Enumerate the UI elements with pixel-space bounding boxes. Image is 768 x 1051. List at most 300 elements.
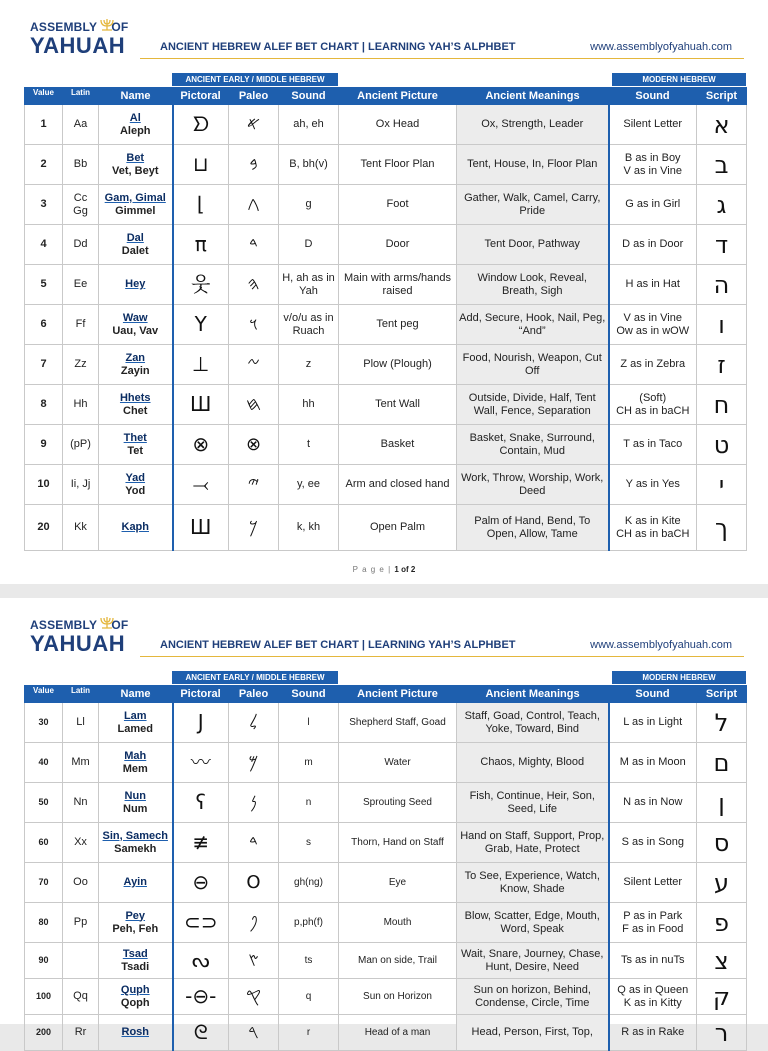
latin-letter: Dd (63, 225, 99, 265)
ancient-picture: Tent peg (339, 305, 457, 345)
modern-script-glyph: ג (716, 190, 727, 219)
pictoral-glyph: ᘓ (193, 1020, 208, 1044)
letter-name (99, 425, 173, 465)
letter-name-primary[interactable]: Gam, Gimal (104, 191, 166, 204)
letter-name-primary[interactable]: Nun (124, 789, 146, 802)
pictoral-glyph-cell (173, 465, 229, 505)
letter-value: 30 (25, 703, 63, 743)
paleo-glyph: 𐤐 (249, 911, 258, 933)
modern-sound (609, 703, 697, 743)
modern-sound (609, 145, 697, 185)
modern-sound-primary: R as in Rake (621, 1026, 685, 1038)
paleo-glyph-cell (229, 943, 279, 979)
letter-name (99, 345, 173, 385)
paleo-glyph: 𐤄 (247, 273, 260, 295)
script-glyph-cell (697, 105, 747, 145)
letter-name-alt: Vet, Beyt (112, 164, 159, 177)
ancient-picture: Tent Wall (339, 385, 457, 425)
modern-sound-primary: G as in Girl (625, 198, 681, 210)
letter-name-primary[interactable]: Quph (120, 983, 150, 996)
ancient-meaning: Wait, Snare, Journey, Chase, Hunt, Desire, Need (457, 943, 609, 979)
latin-letter: Qq (63, 979, 99, 1015)
letter-name (99, 505, 173, 551)
col-value: Value (25, 88, 63, 105)
logo-top-text: ASSEMBLY OF (30, 618, 129, 632)
script-glyph-cell (697, 505, 747, 551)
page-footer: P a g e | 1 of 2 (352, 565, 416, 574)
modern-sound-primary: B as in Boy (624, 151, 681, 164)
modern-sound-secondary: K as in Kitty (623, 996, 682, 1009)
letter-name-primary[interactable]: Kaph (121, 521, 149, 533)
script-glyph-cell (697, 703, 747, 743)
pictoral-glyph-cell (173, 145, 229, 185)
ancient-picture: Eye (339, 863, 457, 903)
latin-letter: Aa (63, 105, 99, 145)
pictoral-glyph: ᔓ (191, 948, 210, 972)
table-row (25, 863, 747, 903)
ancient-picture: Man on side, Trail (339, 943, 457, 979)
paleo-glyph-cell (229, 105, 279, 145)
ancient-meaning: Head, Person, First, Top, (457, 1015, 609, 1051)
page-2 (0, 598, 768, 1047)
table-row (25, 265, 747, 305)
script-glyph-cell (697, 225, 747, 265)
latin-letter: Kk (63, 505, 99, 551)
col-paleo: Paleo (229, 686, 279, 703)
ancient-picture: Water (339, 743, 457, 783)
letter-name (99, 783, 173, 823)
col-ancient-meanings: Ancient Meanings (457, 88, 609, 105)
paleo-glyph-cell (229, 863, 279, 903)
ancient-picture: Ox Head (339, 105, 457, 145)
latin-letter: Ff (63, 305, 99, 345)
letter-value: 7 (25, 345, 63, 385)
pictoral-glyph-cell (173, 823, 229, 863)
table-row (25, 783, 747, 823)
letter-name (99, 1015, 173, 1051)
paleo-glyph: 𐤓 (248, 1021, 259, 1043)
paleo-glyph-cell (229, 505, 279, 551)
menorah-icon (99, 17, 115, 31)
letter-name (99, 743, 173, 783)
modern-sound-primary: H as in Hat (625, 278, 680, 290)
letter-name-primary[interactable]: Thet (123, 431, 147, 444)
modern-sound (609, 225, 697, 265)
ancient-sound: s (279, 823, 339, 863)
script-glyph-cell (697, 385, 747, 425)
latin-letter: Oo (63, 863, 99, 903)
modern-sound-primary: Silent Letter (623, 876, 683, 888)
letter-name-alt: Chet (123, 404, 148, 417)
paleo-glyph-cell (229, 703, 279, 743)
paleo-glyph: 𐤇 (245, 393, 262, 415)
modern-script-glyph: ק (712, 982, 731, 1011)
letter-value: 1 (25, 105, 63, 145)
pictoral-glyph: ⌊ (196, 192, 205, 216)
table-row (25, 943, 747, 979)
ancient-picture: Basket (339, 425, 457, 465)
ancient-sound: l (279, 703, 339, 743)
latin-letter: Zz (63, 345, 99, 385)
paleo-glyph-cell (229, 1015, 279, 1051)
script-glyph-cell (697, 863, 747, 903)
ancient-sound: gh(ng) (279, 863, 339, 903)
col-script: Script (697, 686, 747, 703)
paleo-glyph-cell (229, 823, 279, 863)
modern-sound (609, 1015, 697, 1051)
ancient-sound: g (279, 185, 339, 225)
paleo-glyph: 𐤍 (250, 791, 257, 813)
modern-sound-primary: Q as in Queen (617, 983, 689, 996)
modern-sound-secondary: CH as in baCH (616, 527, 690, 540)
letter-name-alt: Num (123, 802, 148, 815)
paleo-glyph-cell (229, 385, 279, 425)
latin-letter: Mm (63, 743, 99, 783)
paleo-glyph: 𐤊 (249, 516, 258, 538)
col-latin: Latin (63, 686, 99, 703)
latin-letter: Xx (63, 823, 99, 863)
col-ancient-meanings: Ancient Meanings (457, 686, 609, 703)
pictoral-glyph: Ш (190, 515, 212, 539)
ancient-picture: Thorn, Hand on Staff (339, 823, 457, 863)
letter-value: 200 (25, 1015, 63, 1051)
script-glyph-cell (697, 823, 747, 863)
modern-script-glyph: ל (714, 708, 729, 737)
pictoral-glyph: ⊗ (192, 432, 210, 456)
modern-sound-primary: K as in Kite (624, 514, 681, 527)
ancient-meaning: Gather, Walk, Camel, Carry, Pride (457, 185, 609, 225)
modern-sound (609, 185, 697, 225)
letter-name-primary[interactable]: Ayin (123, 876, 147, 888)
modern-script-glyph: ד (714, 230, 729, 259)
latin-letter: Ll (63, 703, 99, 743)
ancient-sound: hh (279, 385, 339, 425)
modern-sound (609, 783, 697, 823)
letter-name-alt: Mem (122, 762, 148, 775)
letter-name (99, 225, 173, 265)
latin-letter: Cc Gg (63, 185, 99, 225)
table-header-row (25, 686, 747, 703)
pictoral-glyph: ⊂⊃ (183, 910, 218, 934)
letter-value: 70 (25, 863, 63, 903)
ancient-sound: ts (279, 943, 339, 979)
letter-value: 8 (25, 385, 63, 425)
pictoral-glyph-cell (173, 943, 229, 979)
pictoral-glyph: ⊖ (192, 870, 210, 894)
table-row (25, 105, 747, 145)
page-header (0, 0, 768, 70)
letter-value: 9 (25, 425, 63, 465)
ancient-picture: Foot (339, 185, 457, 225)
letter-name-alt: Gimmel (115, 204, 156, 217)
ancient-sound: v/o/u as in Ruach (279, 305, 339, 345)
letter-name-alt: Dalet (121, 244, 149, 257)
modern-sound-primary: L as in Light (623, 716, 683, 728)
ancient-sound: y, ee (279, 465, 339, 505)
pictoral-glyph-cell (173, 863, 229, 903)
ancient-sound: r (279, 1015, 339, 1051)
letter-name-alt: Yod (125, 484, 146, 497)
letter-value: 50 (25, 783, 63, 823)
paleo-glyph: O (246, 871, 261, 893)
ancient-sound: ah, eh (279, 105, 339, 145)
ancient-meaning: Basket, Snake, Surround, Contain, Mud (457, 425, 609, 465)
col-latin: Latin (63, 88, 99, 105)
ancient-meaning: Staff, Goad, Control, Teach, Yoke, Toward, Bind (457, 703, 609, 743)
modern-script-glyph: פ (714, 908, 729, 937)
letter-value: 10 (25, 465, 63, 505)
table-row (25, 703, 747, 743)
paleo-glyph: 𐤉 (247, 473, 260, 495)
ancient-picture: Shepherd Staff, Goad (339, 703, 457, 743)
modern-script-glyph: י (718, 470, 725, 499)
letter-name-primary[interactable]: Dal (126, 231, 144, 244)
table-row (25, 345, 747, 385)
modern-sound (609, 943, 697, 979)
letter-name-primary[interactable]: Hhets (119, 391, 151, 404)
script-glyph-cell (697, 465, 747, 505)
menorah-icon (99, 615, 115, 629)
col-value: Value (25, 686, 63, 703)
logo (30, 618, 140, 662)
modern-sound-primary: (Soft) (639, 391, 667, 404)
paleo-glyph-cell (229, 185, 279, 225)
pictoral-glyph-cell (173, 225, 229, 265)
modern-sound-secondary: Ow as in wOW (616, 324, 690, 337)
letter-name-alt: Tet (127, 444, 144, 457)
pictoral-glyph-cell (173, 703, 229, 743)
modern-script-glyph: ח (713, 390, 730, 419)
col-script: Script (697, 88, 747, 105)
letter-name-primary[interactable]: Hey (125, 278, 146, 290)
pictoral-glyph-cell (173, 425, 229, 465)
script-glyph-cell (697, 1015, 747, 1051)
letter-name-primary[interactable]: Yad (125, 471, 146, 484)
ancient-meaning: Tent, House, In, Floor Plan (457, 145, 609, 185)
letter-value: 5 (25, 265, 63, 305)
letter-value: 4 (25, 225, 63, 265)
letter-name-primary[interactable]: Pey (125, 909, 146, 922)
ancient-picture: Tent Floor Plan (339, 145, 457, 185)
site-url[interactable]: www.assemblyofyahuah.com (590, 41, 732, 53)
col-name: Name (99, 88, 173, 105)
letter-name-primary[interactable]: Mah (124, 749, 147, 762)
letter-name-alt: Uau, Vav (112, 324, 159, 337)
logo (30, 20, 140, 64)
script-glyph-cell (697, 425, 747, 465)
modern-script-glyph: ז (717, 350, 726, 379)
modern-script-glyph: ם (713, 748, 730, 777)
col-paleo: Paleo (229, 88, 279, 105)
table-row (25, 465, 747, 505)
ancient-meaning: Sun on horizon, Behind, Condense, Circle, Time (457, 979, 609, 1015)
script-glyph-cell (697, 305, 747, 345)
modern-sound-secondary: CH as in baCH (616, 404, 690, 417)
letter-name (99, 305, 173, 345)
modern-sound (609, 743, 697, 783)
paleo-glyph: 𐤅 (249, 313, 258, 335)
table-row (25, 505, 747, 551)
modern-script-glyph: ב (714, 150, 729, 179)
letter-name (99, 903, 173, 943)
logo-main-text: YAHUAH (30, 33, 126, 58)
ancient-meaning: Ox, Strength, Leader (457, 105, 609, 145)
script-glyph-cell (697, 903, 747, 943)
pictoral-glyph: π (194, 232, 207, 256)
paleo-glyph: ⊗ (245, 433, 262, 455)
ancient-sound: B, bh(v) (279, 145, 339, 185)
ancient-meaning: Fish, Continue, Heir, Son, Seed, Life (457, 783, 609, 823)
modern-sound (609, 979, 697, 1015)
alef-bet-table-1 (24, 87, 747, 551)
letter-name-primary[interactable]: Rosh (121, 1026, 149, 1038)
ancient-meaning: Chaos, Mighty, Blood (457, 743, 609, 783)
col-modern-sound: Sound (609, 686, 697, 703)
pictoral-glyph-cell (173, 265, 229, 305)
pictoral-glyph: ⤙ (192, 472, 209, 496)
letter-name-primary[interactable]: Zan (125, 351, 146, 364)
letter-name-alt: Peh, Feh (112, 922, 159, 935)
letter-name (99, 943, 173, 979)
pictoral-glyph-cell (173, 1015, 229, 1051)
pictoral-glyph: 웃 (191, 272, 211, 296)
paleo-glyph: 𐤃 (249, 831, 258, 853)
latin-letter: Nn (63, 783, 99, 823)
pictoral-glyph-cell (173, 385, 229, 425)
paleo-glyph-cell (229, 425, 279, 465)
modern-sound-primary: M as in Moon (619, 756, 686, 768)
letter-name (99, 265, 173, 305)
letter-name-alt: Qoph (120, 996, 150, 1009)
paleo-glyph: 𐤋 (249, 711, 258, 733)
ancient-group-header: ANCIENT EARLY / MIDDLE HEBREW (172, 671, 338, 684)
logo-main-text: YAHUAH (30, 631, 126, 656)
modern-sound-primary: V as in Vine (623, 311, 682, 324)
paleo-glyph-cell (229, 783, 279, 823)
pictoral-glyph: ᗤ (192, 112, 210, 136)
ancient-picture: Plow (Plough) (339, 345, 457, 385)
col-pictoral: Pictoral (173, 686, 229, 703)
modern-sound (609, 345, 697, 385)
ancient-sound: m (279, 743, 339, 783)
pictoral-glyph: J (197, 710, 204, 734)
letter-value: 3 (25, 185, 63, 225)
col-sound: Sound (279, 88, 339, 105)
table-row (25, 979, 747, 1015)
letter-name-primary[interactable]: Lam (123, 709, 147, 722)
modern-sound-secondary: F as in Food (622, 922, 684, 935)
modern-sound (609, 305, 697, 345)
letter-name-primary[interactable]: Waw (122, 311, 148, 324)
paleo-glyph: 𐤌 (248, 751, 259, 773)
modern-sound (609, 265, 697, 305)
header-divider (140, 58, 744, 59)
ancient-picture: Main with arms/hands raised (339, 265, 457, 305)
letter-name-alt: Tsadi (121, 960, 150, 973)
ancient-meaning: Window Look, Reveal, Breath, Sigh (457, 265, 609, 305)
modern-sound-primary: Ts as in nuTs (620, 954, 685, 966)
modern-sound-primary: S as in Song (621, 836, 684, 848)
table-row (25, 385, 747, 425)
letter-name (99, 979, 173, 1015)
paleo-glyph-cell (229, 265, 279, 305)
modern-script-glyph: א (713, 110, 730, 139)
ancient-sound: p,ph(f) (279, 903, 339, 943)
letter-name (99, 703, 173, 743)
pictoral-glyph: Y (194, 312, 207, 336)
ancient-meaning: Blow, Scatter, Edge, Mouth, Word, Speak (457, 903, 609, 943)
latin-letter: Bb (63, 145, 99, 185)
script-glyph-cell (697, 345, 747, 385)
modern-sound-primary: Z as in Zebra (620, 358, 686, 370)
table-row (25, 185, 747, 225)
latin-letter (63, 943, 99, 979)
pictoral-glyph: -⊖- (185, 984, 217, 1008)
modern-script-glyph: ו (718, 310, 725, 339)
latin-letter: Pp (63, 903, 99, 943)
modern-sound (609, 105, 697, 145)
table-header-row (25, 88, 747, 105)
letter-name (99, 863, 173, 903)
col-ancient-picture: Ancient Picture (339, 686, 457, 703)
latin-letter: Ii, Jj (63, 465, 99, 505)
pictoral-glyph: ⊔ (192, 152, 209, 176)
modern-sound-primary: P as in Park (623, 909, 683, 922)
paleo-glyph-cell (229, 145, 279, 185)
ancient-picture: Sun on Horizon (339, 979, 457, 1015)
latin-letter: Ee (63, 265, 99, 305)
letter-name-primary[interactable]: Tsad (122, 947, 148, 960)
latin-letter: Rr (63, 1015, 99, 1051)
latin-letter: (pP) (63, 425, 99, 465)
modern-sound-secondary: V as in Vine (623, 164, 682, 177)
paleo-glyph-cell (229, 465, 279, 505)
ancient-meaning: Palm of Hand, Bend, To Open, Allow, Tame (457, 505, 609, 551)
modern-sound (609, 465, 697, 505)
ancient-meaning: Hand on Staff, Support, Prop, Grab, Hate, Protect (457, 823, 609, 863)
pictoral-glyph: ʕ (195, 790, 206, 814)
modern-group-header: MODERN HEBREW (612, 671, 746, 684)
letter-name (99, 185, 173, 225)
ancient-picture: Sprouting Seed (339, 783, 457, 823)
paleo-glyph: 𐤀 (246, 113, 261, 135)
site-url[interactable]: www.assemblyofyahuah.com (590, 639, 732, 651)
page-header (0, 598, 768, 668)
table-row (25, 425, 747, 465)
letter-name-primary[interactable]: Bet (126, 151, 145, 164)
pictoral-glyph-cell (173, 903, 229, 943)
ancient-sound: t (279, 425, 339, 465)
pictoral-glyph-cell (173, 979, 229, 1015)
modern-sound (609, 863, 697, 903)
letter-name-primary[interactable]: Sin, Samech (102, 829, 168, 842)
alef-bet-table-2 (24, 685, 747, 1051)
modern-sound (609, 425, 697, 465)
letter-name-primary[interactable]: Al (129, 111, 141, 124)
modern-script-glyph: צ (714, 946, 729, 975)
pictoral-glyph: Ш (190, 392, 212, 416)
letter-name-alt: Zayin (120, 364, 150, 377)
script-glyph-cell (697, 783, 747, 823)
pictoral-glyph-cell (173, 345, 229, 385)
pictoral-glyph: ⊥ (192, 352, 210, 376)
pictoral-glyph-cell (173, 105, 229, 145)
paleo-glyph: 𐤂 (247, 193, 260, 215)
modern-sound-primary: T as in Taco (623, 438, 683, 450)
modern-sound (609, 823, 697, 863)
script-glyph-cell (697, 943, 747, 979)
pictoral-glyph: ≢ (192, 830, 210, 854)
